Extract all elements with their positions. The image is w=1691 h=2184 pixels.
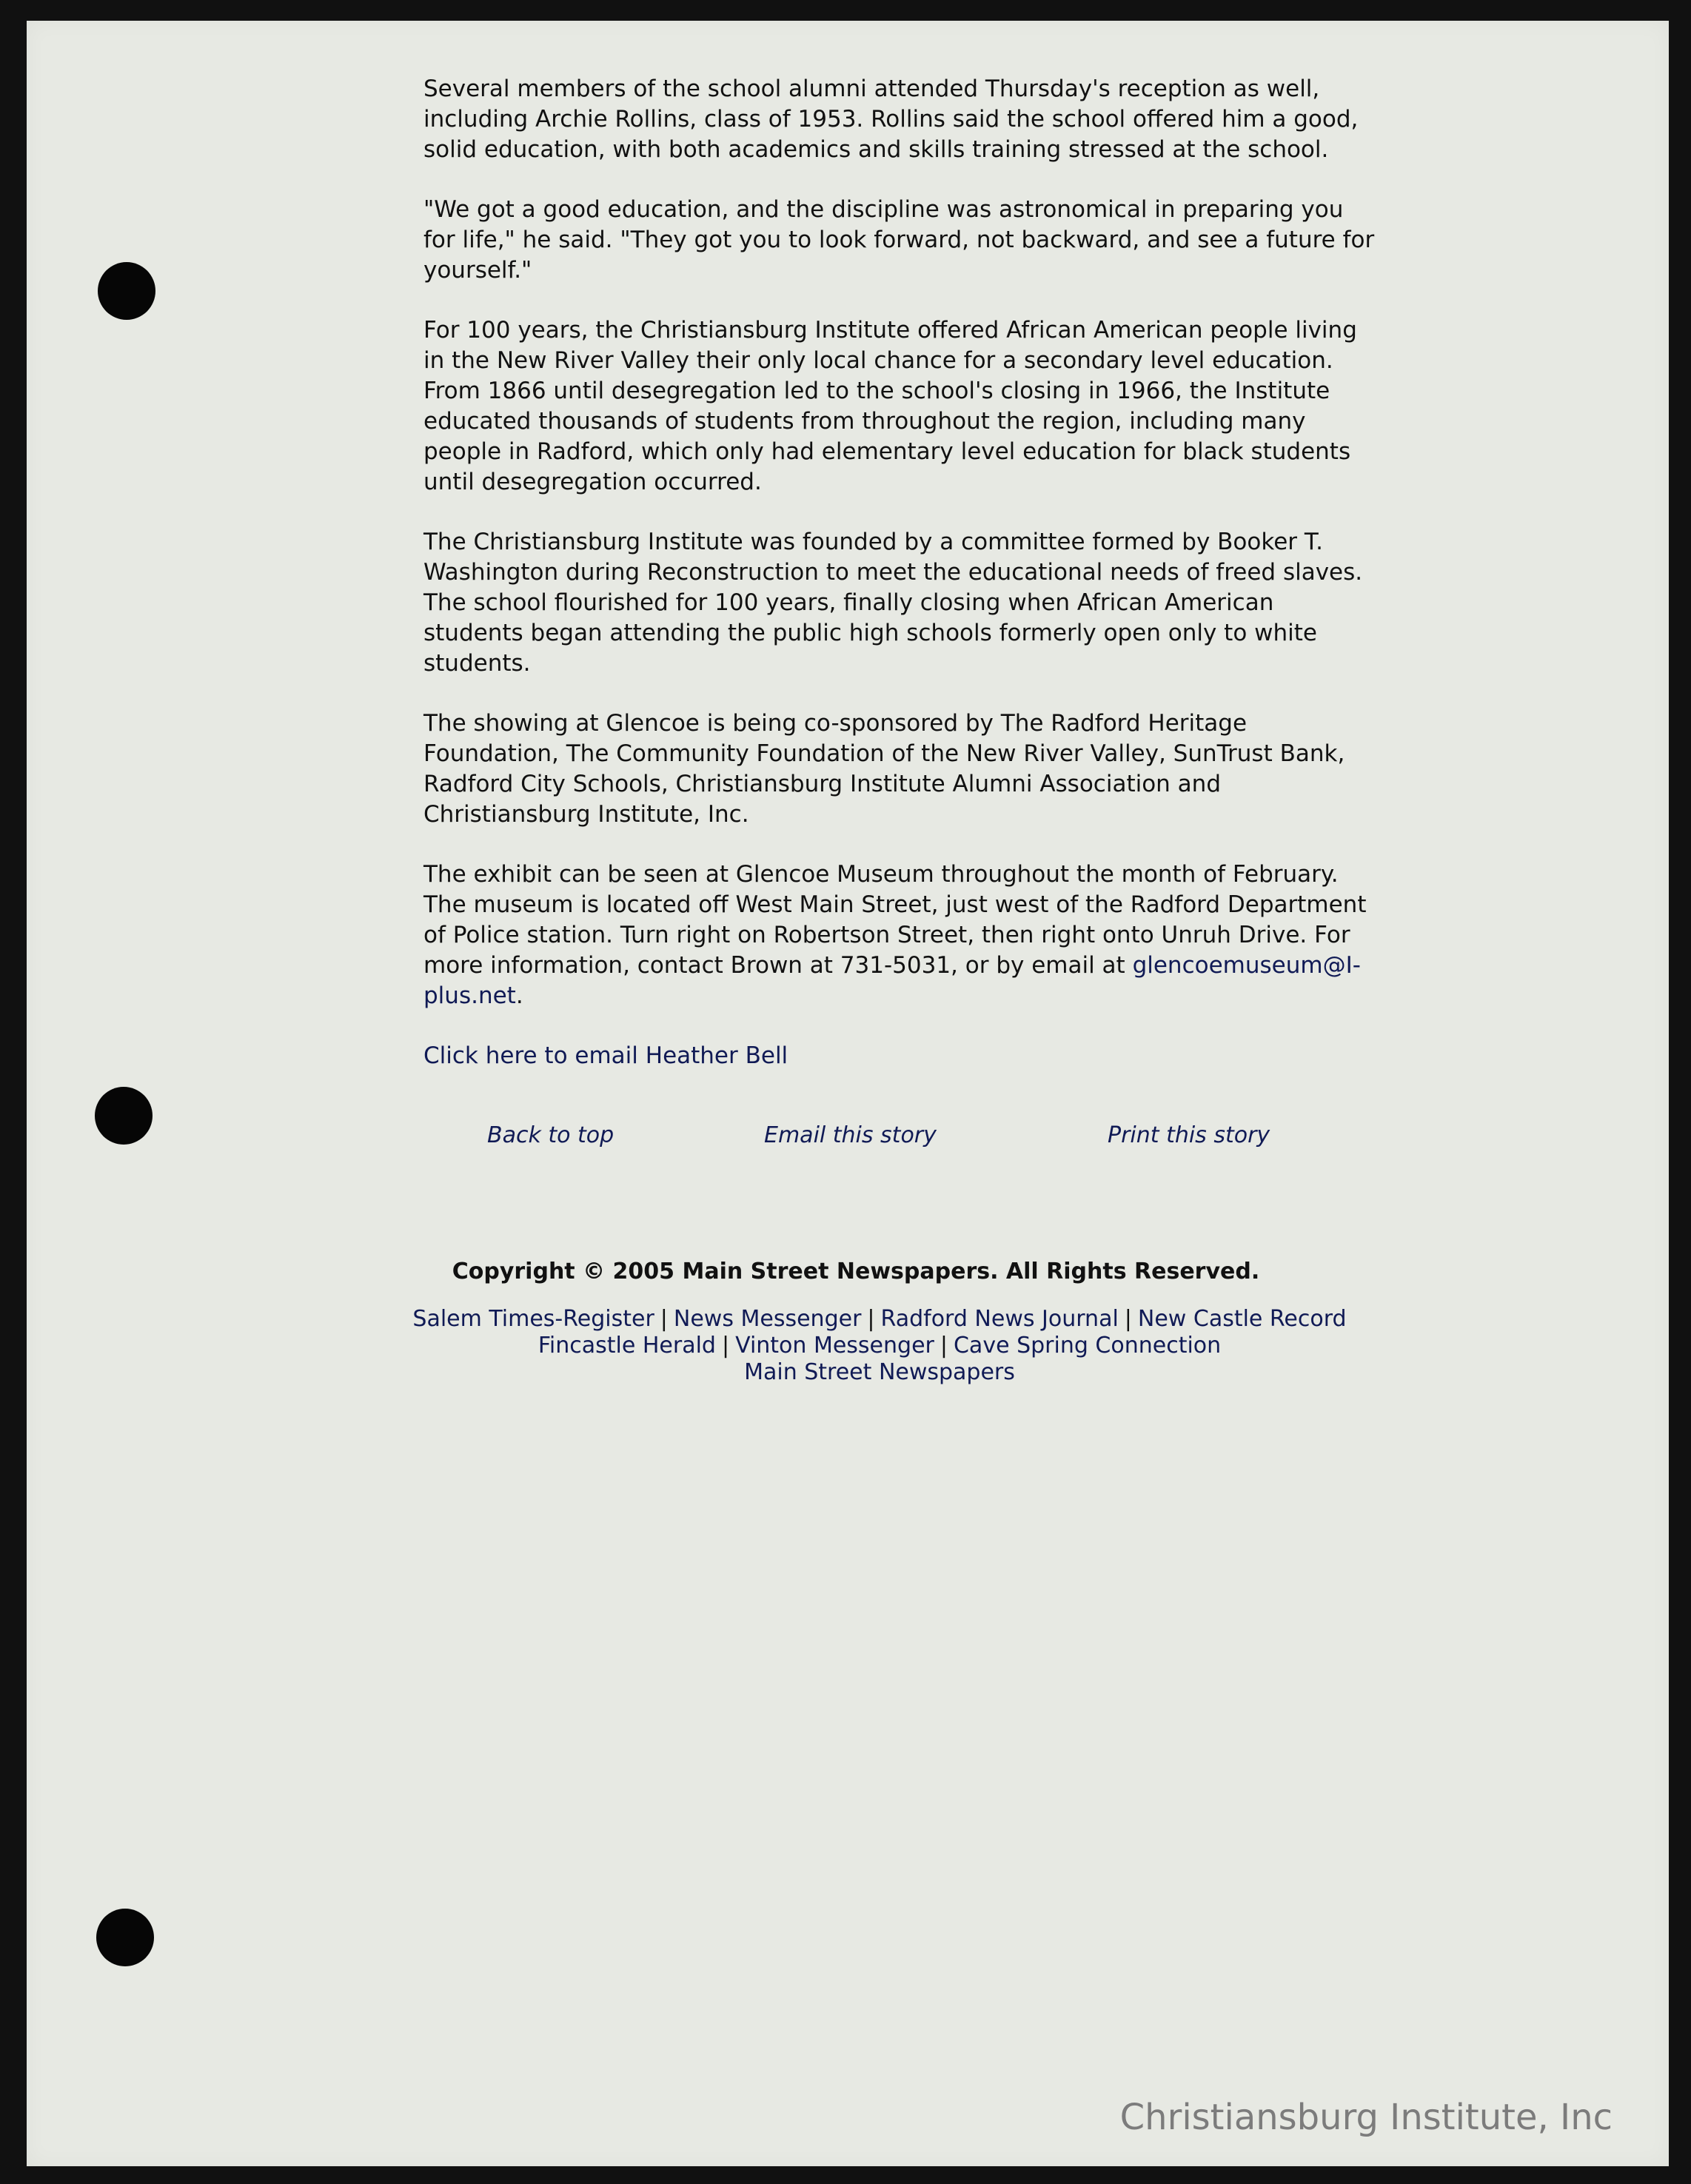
footer-link-salem-times-register[interactable]: Salem Times-Register <box>412 1306 654 1332</box>
footer-links <box>0 1306 1691 1386</box>
back-to-top-link[interactable]: Back to top <box>487 1122 615 1148</box>
footer-separator: | <box>1124 1306 1132 1332</box>
article-paragraph: The showing at Glencoe is being co-sponsored by The Radford Heritage Foundation, The Community Foundation of the New River Valley, SunTrust Bank, Radford City Schools, Christiansburg Institute Alumni Association and Christiansburg Institute, Inc. <box>423 710 1345 828</box>
article-body <box>423 74 1379 1101</box>
footer-link-vinton-messenger[interactable]: Vinton Messenger <box>735 1333 934 1359</box>
print-story-link[interactable]: Print this story <box>1108 1122 1270 1148</box>
article-paragraph: Several members of the school alumni attended Thursday's reception as well, including Archie Rollins, class of 1953. Rollins said the school offered him a good, solid education, with both academics and skills training stressed at the school. <box>423 76 1359 163</box>
binder-hole <box>98 262 155 320</box>
archive-watermark: Christiansburg Institute, Inc <box>1119 2097 1613 2138</box>
binder-hole <box>96 1909 154 1966</box>
museum-email-link[interactable]: glencoemuseum@I-plus.net <box>423 952 1361 1009</box>
contact-text: The exhibit can be seen at Glencoe Museum throughout the month of February. The museum is located off West Main Street, just west of the Radford Department of Police station. Turn right on Robertson Street, then right onto Unruh Drive. For more information, contact Brown at 731-5031, or by email at <box>423 861 1367 979</box>
email-story-link[interactable]: Email this story <box>764 1122 937 1148</box>
footer-separator: | <box>940 1333 948 1359</box>
footer-separator: | <box>721 1333 730 1359</box>
copyright-notice: Copyright © 2005 Main Street Newspapers. All Rights Reserved. <box>452 1259 1260 1284</box>
article-paragraph: "We got a good education, and the discipline was astronomical in preparing you for life," he said. "They got you to look forward, not backward, and see a future for yourself." <box>423 196 1375 284</box>
email-author-link[interactable]: Click here to email Heather Bell <box>423 1042 788 1069</box>
article-paragraph: For 100 years, the Christiansburg Institute offered African American people living in the New River Valley their only local chance for a secondary level education. From 1866 until desegregation led to the school's closing in 1966, the Institute educated thousands of students from throughout the region, including many people in Radford, which only had elementary level education for black students until desegregation occurred. <box>423 317 1357 495</box>
footer-separator: | <box>660 1306 668 1332</box>
footer-line <box>68 1333 1691 1359</box>
footer-link-cave-spring-connection[interactable]: Cave Spring Connection <box>953 1333 1222 1359</box>
footer-line <box>68 1306 1691 1333</box>
footer-link-new-castle-record[interactable]: New Castle Record <box>1137 1306 1347 1332</box>
story-actions <box>0 1122 1691 1155</box>
footer-link-fincastle-herald[interactable]: Fincastle Herald <box>538 1333 716 1359</box>
footer-link-main-street-newspapers[interactable]: Main Street Newspapers <box>744 1359 1015 1385</box>
footer-line <box>68 1359 1691 1386</box>
footer-separator: | <box>867 1306 875 1332</box>
footer-link-news-messenger[interactable]: News Messenger <box>673 1306 862 1332</box>
contact-text-end: . <box>515 982 523 1009</box>
article-paragraph: The Christiansburg Institute was founded by a committee formed by Booker T. Washington during Reconstruction to meet the educational needs of freed slaves. The school flourished for 100 years, finally closing when African American students began attending the public high schools formerly open only to white students. <box>423 529 1363 677</box>
article-paragraph-contact <box>423 860 1379 1011</box>
footer-link-radford-news-journal[interactable]: Radford News Journal <box>880 1306 1119 1332</box>
